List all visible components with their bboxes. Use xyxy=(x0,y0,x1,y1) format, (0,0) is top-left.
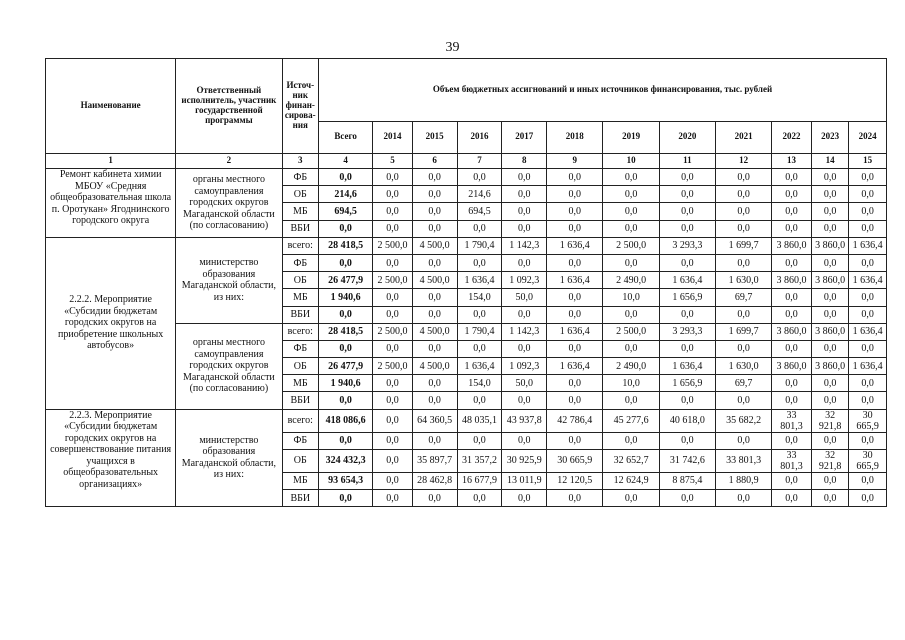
column-number: 2 xyxy=(176,154,282,169)
value-cell: 0,0 xyxy=(715,340,771,357)
value-cell: 0,0 xyxy=(373,409,413,432)
header-year: 2020 xyxy=(659,121,715,153)
header-executor: Ответственный исполнитель, участник государственной программы xyxy=(176,59,282,154)
value-cell: 0,0 xyxy=(457,169,502,186)
value-cell: 0,0 xyxy=(547,432,603,449)
total-cell: 93 654,3 xyxy=(319,472,373,489)
source-cell: ФБ xyxy=(282,340,318,357)
header-year: 2023 xyxy=(811,121,849,153)
value-cell: 0,0 xyxy=(715,186,771,203)
value-cell: 0,0 xyxy=(715,432,771,449)
value-cell: 0,0 xyxy=(373,490,413,507)
table-row xyxy=(46,409,887,432)
header-year: 2019 xyxy=(603,121,659,153)
page-number: 39 xyxy=(445,40,460,55)
value-cell: 4 500,0 xyxy=(412,323,457,340)
value-cell: 35 682,2 xyxy=(715,409,771,432)
value-cell: 0,0 xyxy=(659,169,715,186)
value-cell: 69,7 xyxy=(715,375,771,392)
value-cell: 32 652,7 xyxy=(603,449,659,472)
executor: органы местного самоуправления городских округов Магаданской области (по согласованию) xyxy=(176,169,282,238)
table-row xyxy=(46,169,887,186)
value-cell: 0,0 xyxy=(412,186,457,203)
header-year: 2015 xyxy=(412,121,457,153)
source-cell: всего: xyxy=(282,237,318,254)
total-cell: 1 940,6 xyxy=(319,375,373,392)
value-cell: 0,0 xyxy=(373,340,413,357)
column-number: 13 xyxy=(772,154,812,169)
total-cell: 0,0 xyxy=(319,490,373,507)
source-cell: ВБИ xyxy=(282,392,318,409)
value-cell: 0,0 xyxy=(457,220,502,237)
header-year: 2021 xyxy=(715,121,771,153)
total-cell: 26 477,9 xyxy=(319,358,373,375)
value-cell: 0,0 xyxy=(715,220,771,237)
value-cell: 0,0 xyxy=(547,306,603,323)
total-cell: 0,0 xyxy=(319,169,373,186)
value-cell: 0,0 xyxy=(412,375,457,392)
value-cell: 0,0 xyxy=(772,220,812,237)
value-cell: 1 636,4 xyxy=(849,237,887,254)
value-cell: 1 790,4 xyxy=(457,237,502,254)
value-cell: 1 699,7 xyxy=(715,323,771,340)
header-year: Всего xyxy=(319,121,373,153)
value-cell: 154,0 xyxy=(457,289,502,306)
value-cell: 1 636,4 xyxy=(457,358,502,375)
header-volume: Объем бюджетных ассигнований и иных источников финансирования, тыс. рублей xyxy=(319,59,887,122)
value-cell: 0,0 xyxy=(811,169,849,186)
value-cell: 3 860,0 xyxy=(811,323,849,340)
value-cell: 2 500,0 xyxy=(603,237,659,254)
value-cell: 33 801,3 xyxy=(715,449,771,472)
source-cell: МБ xyxy=(282,472,318,489)
value-cell: 0,0 xyxy=(659,306,715,323)
value-cell: 2 500,0 xyxy=(373,237,413,254)
value-cell: 0,0 xyxy=(547,203,603,220)
total-cell: 0,0 xyxy=(319,254,373,271)
column-number: 15 xyxy=(849,154,887,169)
value-cell: 0,0 xyxy=(811,254,849,271)
value-cell: 0,0 xyxy=(849,306,887,323)
column-number: 10 xyxy=(603,154,659,169)
value-cell: 3 860,0 xyxy=(772,237,812,254)
value-cell: 10,0 xyxy=(603,289,659,306)
source-cell: МБ xyxy=(282,289,318,306)
value-cell: 0,0 xyxy=(849,169,887,186)
column-number: 3 xyxy=(282,154,318,169)
value-cell: 0,0 xyxy=(412,254,457,271)
value-cell: 0,0 xyxy=(849,203,887,220)
value-cell: 1 636,4 xyxy=(547,272,603,289)
value-cell: 0,0 xyxy=(603,306,659,323)
value-cell: 0,0 xyxy=(811,392,849,409)
value-cell: 35 897,7 xyxy=(412,449,457,472)
total-cell: 0,0 xyxy=(319,392,373,409)
executor: министерство образования Магаданской области, из них: xyxy=(176,409,282,507)
value-cell: 0,0 xyxy=(772,375,812,392)
value-cell: 0,0 xyxy=(412,306,457,323)
value-cell: 0,0 xyxy=(659,203,715,220)
value-cell: 0,0 xyxy=(502,169,547,186)
total-cell: 0,0 xyxy=(319,340,373,357)
value-cell: 0,0 xyxy=(715,254,771,271)
value-cell: 1 636,4 xyxy=(849,272,887,289)
value-cell: 1 142,3 xyxy=(502,323,547,340)
value-cell: 0,0 xyxy=(849,392,887,409)
source-cell: ОБ xyxy=(282,272,318,289)
value-cell: 1 636,4 xyxy=(457,272,502,289)
source-cell: ВБИ xyxy=(282,490,318,507)
value-cell: 1 636,4 xyxy=(547,237,603,254)
value-cell: 32 921,8 xyxy=(811,409,849,432)
value-cell: 0,0 xyxy=(772,306,812,323)
executor: органы местного самоуправления городских округов Магаданской области (по согласованию) xyxy=(176,323,282,409)
value-cell: 0,0 xyxy=(547,220,603,237)
value-cell: 2 500,0 xyxy=(373,358,413,375)
total-cell: 0,0 xyxy=(319,432,373,449)
value-cell: 2 500,0 xyxy=(373,323,413,340)
value-cell: 0,0 xyxy=(849,375,887,392)
value-cell: 0,0 xyxy=(659,220,715,237)
value-cell: 0,0 xyxy=(412,289,457,306)
value-cell: 1 636,4 xyxy=(547,323,603,340)
value-cell: 0,0 xyxy=(547,186,603,203)
value-cell: 0,0 xyxy=(547,490,603,507)
value-cell: 32 921,8 xyxy=(811,449,849,472)
value-cell: 0,0 xyxy=(772,490,812,507)
value-cell: 0,0 xyxy=(715,392,771,409)
column-number: 8 xyxy=(502,154,547,169)
value-cell: 1 699,7 xyxy=(715,237,771,254)
value-cell: 0,0 xyxy=(603,490,659,507)
source-cell: ФБ xyxy=(282,432,318,449)
value-cell: 0,0 xyxy=(849,432,887,449)
value-cell: 0,0 xyxy=(849,340,887,357)
total-cell: 324 432,3 xyxy=(319,449,373,472)
value-cell: 0,0 xyxy=(811,375,849,392)
value-cell: 3 860,0 xyxy=(811,272,849,289)
value-cell: 0,0 xyxy=(502,186,547,203)
value-cell: 0,0 xyxy=(603,220,659,237)
value-cell: 0,0 xyxy=(715,203,771,220)
value-cell: 0,0 xyxy=(659,254,715,271)
value-cell: 1 630,0 xyxy=(715,358,771,375)
header-year: 2016 xyxy=(457,121,502,153)
column-number: 5 xyxy=(373,154,413,169)
value-cell: 0,0 xyxy=(412,340,457,357)
value-cell: 1 636,4 xyxy=(849,323,887,340)
value-cell: 3 860,0 xyxy=(811,358,849,375)
total-cell: 0,0 xyxy=(319,220,373,237)
value-cell: 0,0 xyxy=(603,203,659,220)
value-cell: 0,0 xyxy=(502,254,547,271)
value-cell: 0,0 xyxy=(603,392,659,409)
value-cell: 0,0 xyxy=(849,186,887,203)
total-cell: 0,0 xyxy=(319,306,373,323)
value-cell: 69,7 xyxy=(715,289,771,306)
header-year: 2022 xyxy=(772,121,812,153)
value-cell: 0,0 xyxy=(772,289,812,306)
value-cell: 0,0 xyxy=(849,472,887,489)
column-number: 7 xyxy=(457,154,502,169)
value-cell: 0,0 xyxy=(373,472,413,489)
value-cell: 0,0 xyxy=(659,186,715,203)
value-cell: 0,0 xyxy=(457,306,502,323)
value-cell: 12 624,9 xyxy=(603,472,659,489)
value-cell: 3 293,3 xyxy=(659,323,715,340)
source-cell: ВБИ xyxy=(282,306,318,323)
value-cell: 0,0 xyxy=(715,306,771,323)
value-cell: 0,0 xyxy=(603,432,659,449)
source-cell: ФБ xyxy=(282,254,318,271)
source-cell: МБ xyxy=(282,203,318,220)
value-cell: 0,0 xyxy=(412,392,457,409)
value-cell: 0,0 xyxy=(373,203,413,220)
value-cell: 64 360,5 xyxy=(412,409,457,432)
value-cell: 0,0 xyxy=(373,289,413,306)
table-row xyxy=(46,237,887,254)
value-cell: 3 293,3 xyxy=(659,237,715,254)
value-cell: 1 880,9 xyxy=(715,472,771,489)
value-cell: 0,0 xyxy=(457,392,502,409)
value-cell: 2 490,0 xyxy=(603,358,659,375)
value-cell: 0,0 xyxy=(772,392,812,409)
value-cell: 0,0 xyxy=(715,490,771,507)
value-cell: 0,0 xyxy=(373,254,413,271)
value-cell: 30 925,9 xyxy=(502,449,547,472)
value-cell: 3 860,0 xyxy=(772,358,812,375)
value-cell: 40 618,0 xyxy=(659,409,715,432)
value-cell: 0,0 xyxy=(547,169,603,186)
value-cell: 0,0 xyxy=(502,432,547,449)
value-cell: 0,0 xyxy=(849,490,887,507)
value-cell: 0,0 xyxy=(715,169,771,186)
value-cell: 0,0 xyxy=(772,169,812,186)
value-cell: 13 011,9 xyxy=(502,472,547,489)
column-number: 14 xyxy=(811,154,849,169)
header-year: 2018 xyxy=(547,121,603,153)
value-cell: 0,0 xyxy=(502,203,547,220)
value-cell: 0,0 xyxy=(811,340,849,357)
value-cell: 0,0 xyxy=(811,432,849,449)
value-cell: 0,0 xyxy=(811,289,849,306)
executor: министерство образования Магаданской области, из них: xyxy=(176,237,282,323)
value-cell: 0,0 xyxy=(811,490,849,507)
value-cell: 50,0 xyxy=(502,289,547,306)
value-cell: 0,0 xyxy=(659,392,715,409)
value-cell: 0,0 xyxy=(603,340,659,357)
header-year: 2014 xyxy=(373,121,413,153)
value-cell: 0,0 xyxy=(502,220,547,237)
value-cell: 30 665,9 xyxy=(849,449,887,472)
value-cell: 4 500,0 xyxy=(412,358,457,375)
value-cell: 0,0 xyxy=(412,203,457,220)
value-cell: 154,0 xyxy=(457,375,502,392)
value-cell: 4 500,0 xyxy=(412,272,457,289)
column-number: 9 xyxy=(547,154,603,169)
source-cell: всего: xyxy=(282,323,318,340)
value-cell: 0,0 xyxy=(373,169,413,186)
header-year: 2017 xyxy=(502,121,547,153)
value-cell: 0,0 xyxy=(457,340,502,357)
total-cell: 214,6 xyxy=(319,186,373,203)
value-cell: 3 860,0 xyxy=(772,272,812,289)
value-cell: 1 636,4 xyxy=(547,358,603,375)
value-cell: 2 500,0 xyxy=(373,272,413,289)
value-cell: 0,0 xyxy=(412,220,457,237)
value-cell: 30 665,9 xyxy=(849,409,887,432)
value-cell: 0,0 xyxy=(457,490,502,507)
source-cell: ВБИ xyxy=(282,220,318,237)
value-cell: 1 656,9 xyxy=(659,375,715,392)
value-cell: 0,0 xyxy=(772,340,812,357)
value-cell: 0,0 xyxy=(502,340,547,357)
value-cell: 30 665,9 xyxy=(547,449,603,472)
value-cell: 0,0 xyxy=(811,472,849,489)
source-cell: ОБ xyxy=(282,449,318,472)
value-cell: 1 142,3 xyxy=(502,237,547,254)
column-number: 12 xyxy=(715,154,771,169)
value-cell: 214,6 xyxy=(457,186,502,203)
value-cell: 0,0 xyxy=(373,432,413,449)
value-cell: 8 875,4 xyxy=(659,472,715,489)
value-cell: 1 630,0 xyxy=(715,272,771,289)
value-cell: 0,0 xyxy=(547,392,603,409)
value-cell: 2 490,0 xyxy=(603,272,659,289)
value-cell: 1 790,4 xyxy=(457,323,502,340)
header-source: Источ-ник финан-сирова-ния xyxy=(282,59,318,154)
value-cell: 1 092,3 xyxy=(502,272,547,289)
value-cell: 0,0 xyxy=(772,432,812,449)
value-cell: 1 636,4 xyxy=(849,358,887,375)
value-cell: 0,0 xyxy=(849,289,887,306)
header-name: Наименование xyxy=(46,59,176,154)
total-cell: 28 418,5 xyxy=(319,237,373,254)
value-cell: 0,0 xyxy=(373,220,413,237)
value-cell: 0,0 xyxy=(412,490,457,507)
total-cell: 28 418,5 xyxy=(319,323,373,340)
value-cell: 0,0 xyxy=(502,490,547,507)
value-cell: 0,0 xyxy=(811,220,849,237)
value-cell: 3 860,0 xyxy=(811,237,849,254)
value-cell: 33 801,3 xyxy=(772,449,812,472)
value-cell: 0,0 xyxy=(659,490,715,507)
value-cell: 0,0 xyxy=(603,254,659,271)
value-cell: 0,0 xyxy=(772,472,812,489)
value-cell: 0,0 xyxy=(849,254,887,271)
value-cell: 0,0 xyxy=(373,392,413,409)
value-cell: 42 786,4 xyxy=(547,409,603,432)
value-cell: 1 636,4 xyxy=(659,272,715,289)
column-number: 1 xyxy=(46,154,176,169)
value-cell: 0,0 xyxy=(373,306,413,323)
column-number: 6 xyxy=(412,154,457,169)
activity-name: Ремонт кабинета химии МБОУ «Средняя общеобразовательная школа п. Оротукан» Ягоднинского городского округа xyxy=(46,169,176,238)
value-cell: 12 120,5 xyxy=(547,472,603,489)
value-cell: 31 357,2 xyxy=(457,449,502,472)
value-cell: 0,0 xyxy=(412,432,457,449)
activity-name: 2.2.2. Мероприятие «Субсидии бюджетам городских округов на приобретение школьных автобусов» xyxy=(46,237,176,409)
activity-name: 2.2.3. Мероприятие «Субсидии бюджетам городских округов на совершенствование питания учащихся в общеобразовательных организациях» xyxy=(46,409,176,507)
value-cell: 0,0 xyxy=(547,340,603,357)
source-cell: ФБ xyxy=(282,169,318,186)
value-cell: 0,0 xyxy=(412,169,457,186)
value-cell: 0,0 xyxy=(373,449,413,472)
value-cell: 43 937,8 xyxy=(502,409,547,432)
value-cell: 48 035,1 xyxy=(457,409,502,432)
value-cell: 0,0 xyxy=(849,220,887,237)
value-cell: 33 801,3 xyxy=(772,409,812,432)
value-cell: 0,0 xyxy=(547,289,603,306)
value-cell: 0,0 xyxy=(811,186,849,203)
value-cell: 0,0 xyxy=(373,186,413,203)
total-cell: 694,5 xyxy=(319,203,373,220)
value-cell: 0,0 xyxy=(659,340,715,357)
value-cell: 50,0 xyxy=(502,375,547,392)
value-cell: 0,0 xyxy=(547,254,603,271)
value-cell: 0,0 xyxy=(659,432,715,449)
value-cell: 10,0 xyxy=(603,375,659,392)
total-cell: 1 940,6 xyxy=(319,289,373,306)
value-cell: 0,0 xyxy=(603,169,659,186)
source-cell: ОБ xyxy=(282,358,318,375)
value-cell: 0,0 xyxy=(772,186,812,203)
budget-table xyxy=(45,58,887,507)
value-cell: 0,0 xyxy=(772,203,812,220)
value-cell: 3 860,0 xyxy=(772,323,812,340)
source-cell: всего: xyxy=(282,409,318,432)
column-number: 4 xyxy=(319,154,373,169)
value-cell: 2 500,0 xyxy=(603,323,659,340)
source-cell: ОБ xyxy=(282,186,318,203)
value-cell: 0,0 xyxy=(457,254,502,271)
value-cell: 0,0 xyxy=(811,203,849,220)
value-cell: 0,0 xyxy=(457,432,502,449)
value-cell: 28 462,8 xyxy=(412,472,457,489)
value-cell: 0,0 xyxy=(502,392,547,409)
value-cell: 0,0 xyxy=(603,186,659,203)
value-cell: 694,5 xyxy=(457,203,502,220)
value-cell: 0,0 xyxy=(373,375,413,392)
value-cell: 45 277,6 xyxy=(603,409,659,432)
source-cell: МБ xyxy=(282,375,318,392)
total-cell: 26 477,9 xyxy=(319,272,373,289)
value-cell: 1 636,4 xyxy=(659,358,715,375)
value-cell: 1 092,3 xyxy=(502,358,547,375)
value-cell: 1 656,9 xyxy=(659,289,715,306)
value-cell: 4 500,0 xyxy=(412,237,457,254)
value-cell: 16 677,9 xyxy=(457,472,502,489)
value-cell: 0,0 xyxy=(547,375,603,392)
column-number: 11 xyxy=(659,154,715,169)
value-cell: 0,0 xyxy=(811,306,849,323)
value-cell: 0,0 xyxy=(772,254,812,271)
header-year: 2024 xyxy=(849,121,887,153)
value-cell: 31 742,6 xyxy=(659,449,715,472)
total-cell: 418 086,6 xyxy=(319,409,373,432)
value-cell: 0,0 xyxy=(502,306,547,323)
